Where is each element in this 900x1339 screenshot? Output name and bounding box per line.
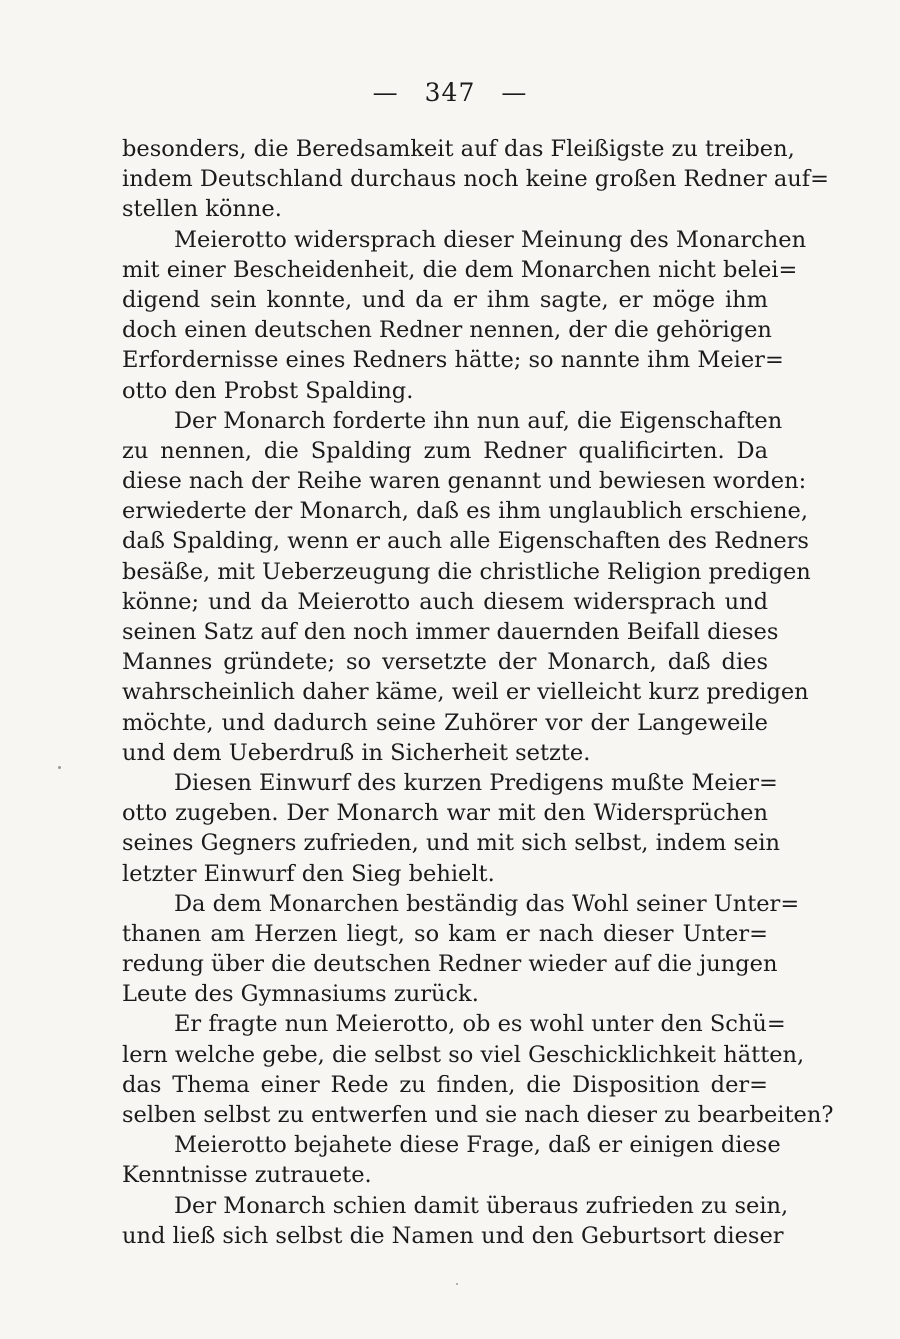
text-line: Meierotto bejahete diese Frage, daß er einigen diese (174, 1132, 781, 1159)
text-line: möchte, und dadurch seine Zuhörer vor der Langeweile (122, 709, 768, 736)
page-header (0, 76, 900, 110)
header-dash-left: — (372, 78, 399, 107)
paper-speck (58, 766, 61, 769)
page-number: 347 (424, 78, 476, 107)
text-line: wahrscheinlich daher käme, weil er vielleicht kurz predigen (122, 679, 809, 706)
text-line: stellen könne. (122, 196, 282, 223)
text-line: Da dem Monarchen beständig das Wohl seiner Unter= (174, 890, 800, 917)
text-line: das Thema einer Rede zu finden, die Disposition der= (122, 1071, 768, 1098)
text-line: otto den Probst Spalding. (122, 377, 414, 404)
text-line: diese nach der Reihe waren genannt und bewiesen worden: (122, 468, 807, 495)
text-line: erwiederte der Monarch, daß es ihm unglaublich erschiene, (122, 498, 808, 525)
text-line: Leute des Gymnasiums zurück. (122, 981, 479, 1008)
text-line: seinen Satz auf den noch immer dauernden Beifall dieses (122, 619, 779, 645)
text-line: letzter Einwurf den Sieg behielt. (122, 860, 495, 887)
text-line: Erfordernisse eines Redners hätte; so nannte ihm Meier= (122, 347, 784, 374)
text-line: Kenntnisse zutrauete. (122, 1162, 372, 1189)
text-line: und dem Ueberdruß in Sicherheit setzte. (122, 739, 591, 766)
text-line: daß Spalding, wenn er auch alle Eigenschaften des Redners (122, 528, 809, 555)
text-line: seines Gegners zufrieden, und mit sich selbst, indem sein (122, 830, 781, 857)
body-text (122, 134, 834, 1251)
text-line: und ließ sich selbst die Namen und den Geburtsort dieser (122, 1222, 784, 1249)
text-line: mit einer Bescheidenheit, die dem Monarchen nicht belei= (122, 256, 798, 283)
header-dash-right: — (501, 78, 528, 107)
text-line: indem Deutschland durchaus noch keine großen Redner auf= (122, 166, 829, 193)
text-line: zu nennen, die Spalding zum Redner qualificirten. Da (122, 437, 768, 464)
text-line: könne; und da Meierotto auch diesem widersprach und (122, 588, 768, 615)
text-line: Der Monarch forderte ihn nun auf, die Eigenschaften (174, 407, 783, 434)
text-line: doch einen deutschen Redner nennen, der die gehörigen (122, 317, 772, 344)
paper-speck (456, 1283, 458, 1285)
text-line: Mannes gründete; so versetzte der Monarch, daß dies (122, 649, 768, 676)
text-line: besäße, mit Ueberzeugung die christliche Religion predigen (122, 558, 811, 585)
text-line: thanen am Herzen liegt, so kam er nach dieser Unter= (122, 920, 768, 947)
text-line: redung über die deutschen Redner wieder auf die jungen (122, 951, 778, 978)
text-line: selben selbst zu entwerfen und sie nach dieser zu bearbeiten? (122, 1102, 834, 1128)
text-line: lern welche gebe, die selbst so viel Geschicklichkeit hätten, (122, 1041, 805, 1068)
text-line: digend sein konnte, und da er ihm sagte, er möge ihm (122, 286, 768, 313)
text-line: Meierotto widersprach dieser Meinung des Monarchen (174, 226, 807, 253)
text-line: besonders, die Beredsamkeit auf das Fleißigste zu treiben, (122, 136, 795, 162)
text-line: Der Monarch schien damit überaus zufrieden zu sein, (174, 1192, 789, 1219)
text-line: Er fragte nun Meierotto, ob es wohl unter den Schü= (174, 1011, 786, 1038)
text-line: otto zugeben. Der Monarch war mit den Widersprüchen (122, 800, 768, 827)
text-line: Diesen Einwurf des kurzen Predigens mußte Meier= (174, 769, 778, 796)
